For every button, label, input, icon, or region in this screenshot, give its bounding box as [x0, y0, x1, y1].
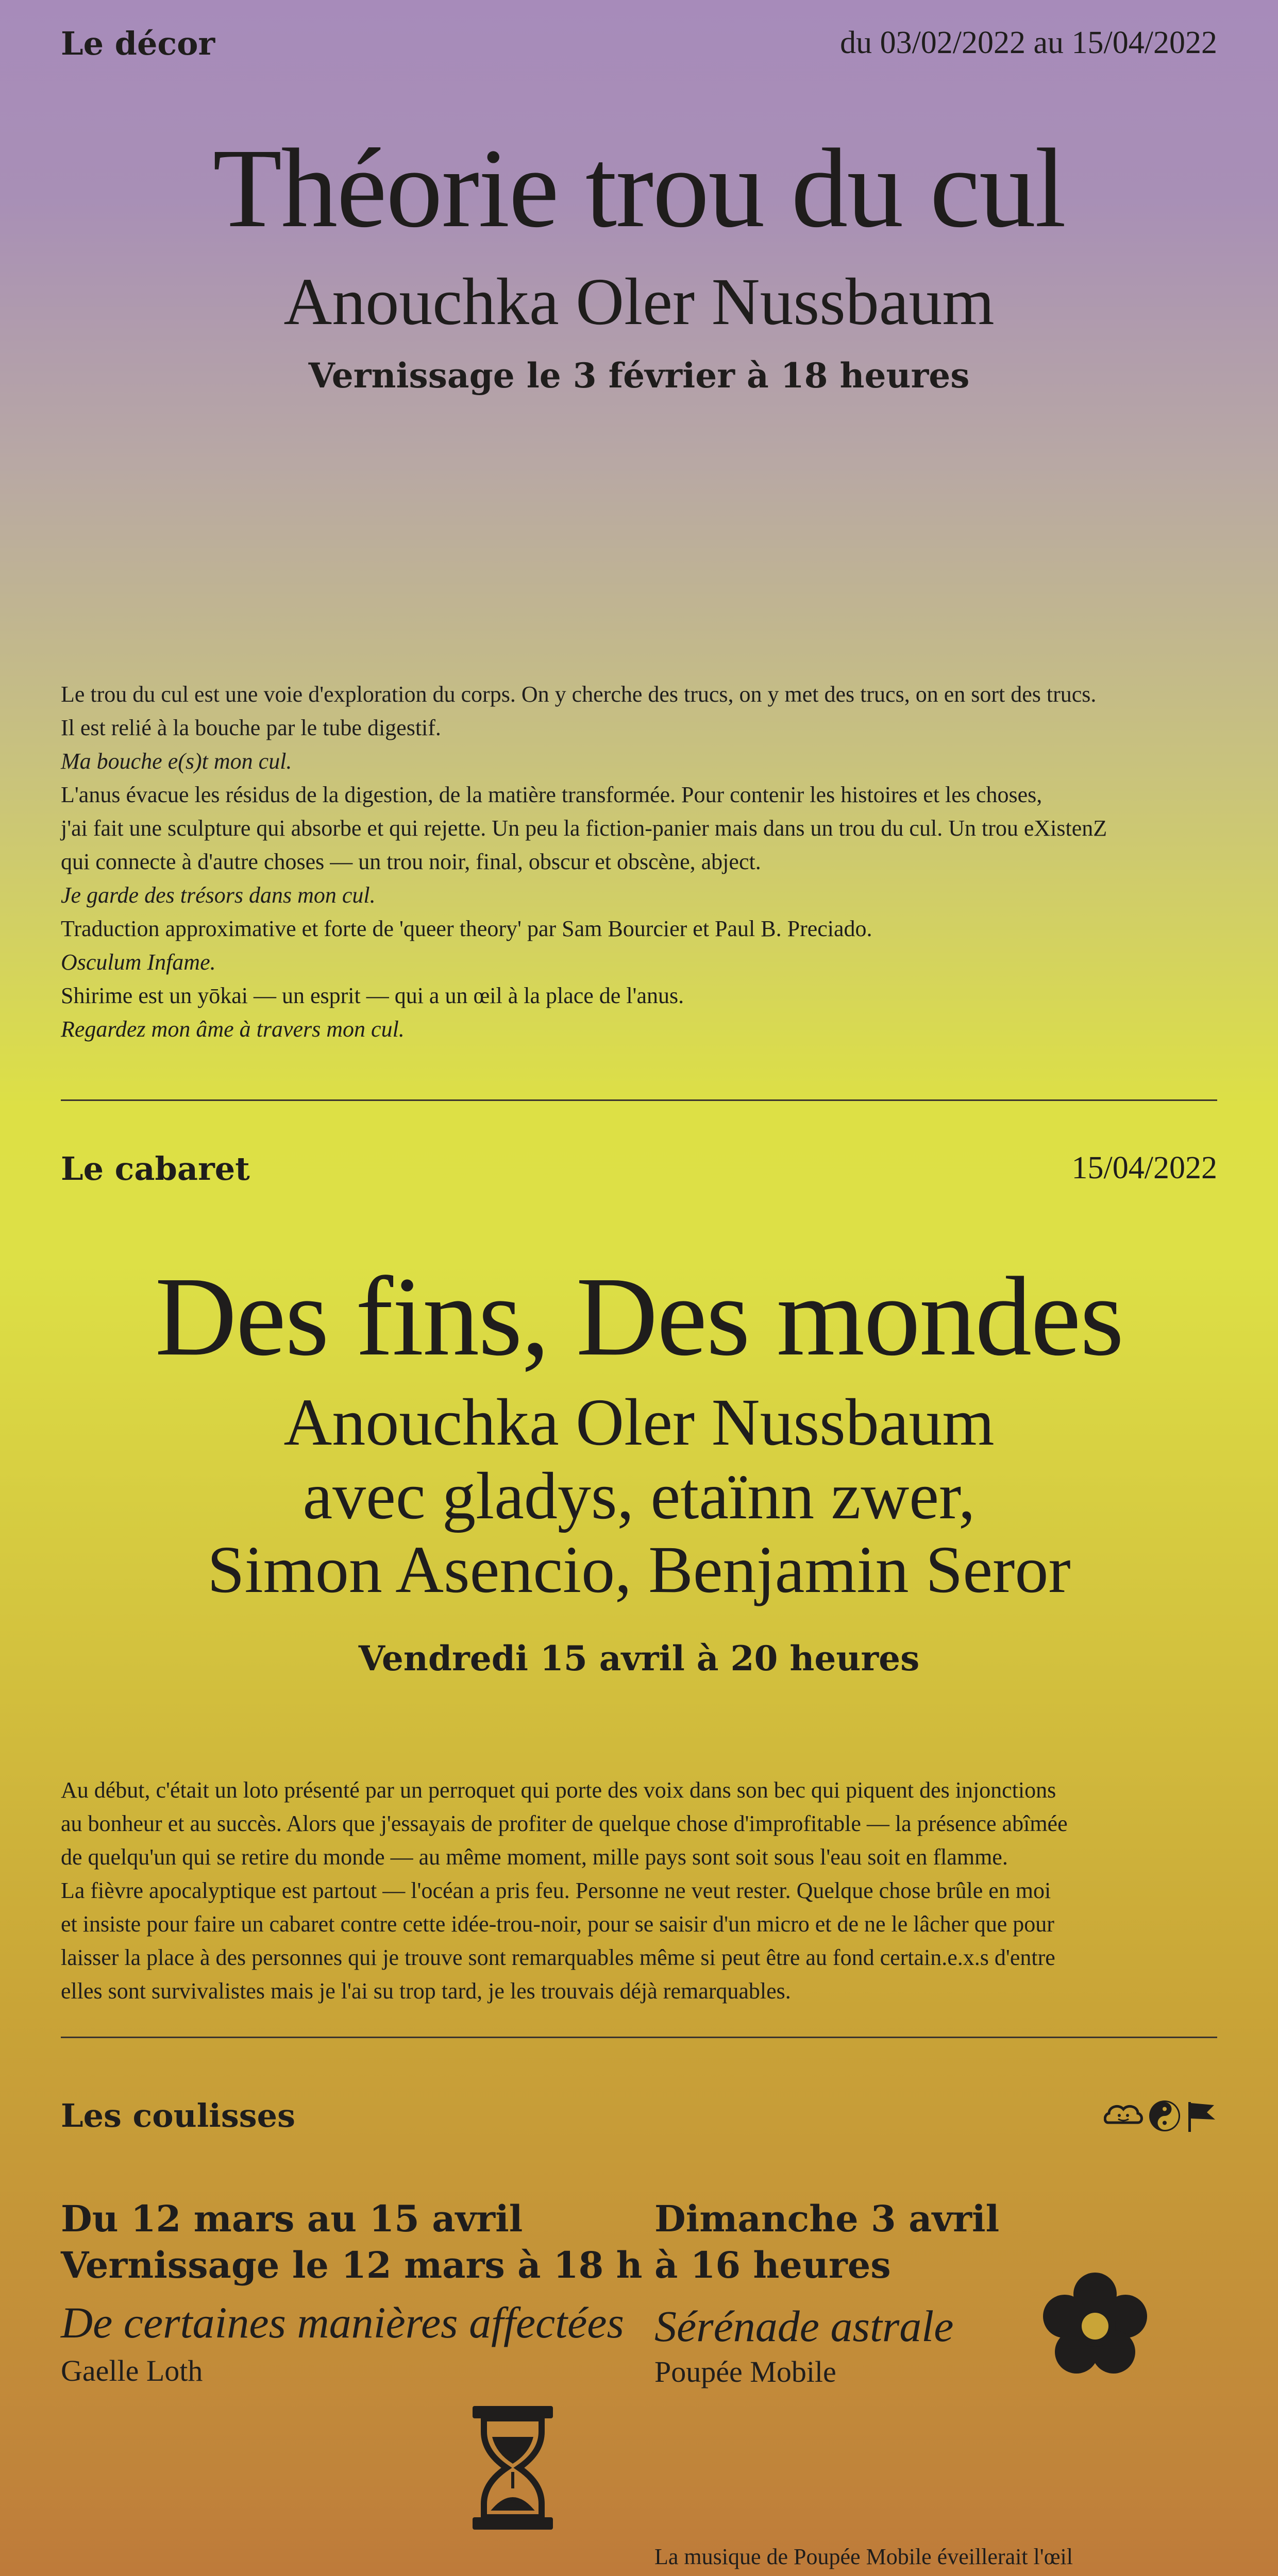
coulisses-right-author: Poupée Mobile [654, 2355, 836, 2388]
decor-title: Théorie trou du cul [212, 125, 1066, 251]
section-label-coulisses: Les coulisses [61, 2097, 295, 2134]
face-bubble-icon [1105, 2106, 1141, 2123]
heading-line: Dimanche 3 avril [654, 2197, 1000, 2240]
section-label-decor: Le décor [61, 25, 215, 62]
cabaret-date: 15/04/2022 [1071, 1150, 1217, 1185]
paragraph-line: Le trou du cul est une voie d'exploration du corps. On y cherche des trucs, on y met des trucs, on en sort des trucs. [61, 682, 1097, 707]
heading-line: Vernissage le 12 mars à 18 h [61, 2244, 643, 2286]
heading-line: Du 12 mars au 15 avril [61, 2197, 523, 2240]
paragraph-line: de quelqu'un qui se retire du monde — au même moment, mille pays sont soit sous l'eau soit en flamme. [61, 1844, 1008, 1870]
cabaret-title: Des fins, Des mondes [155, 1253, 1123, 1379]
hourglass-icon [472, 2406, 554, 2530]
paragraph-line: La fièvre apocalyptique est partout — l'océan a pris feu. Personne ne veut rester. Quelque chose brûle en moi [61, 1878, 1051, 1903]
body-line [61, 2573, 575, 2576]
decor-vernissage: Vernissage le 3 février à 18 heures [308, 355, 970, 396]
paragraph-line: Ma bouche e(s)t mon cul. [61, 749, 292, 774]
paragraph-line: elles sont survivalistes mais je l'ai su trop tard, je les trouvais déjà remarquables. [61, 1978, 791, 2004]
decor-dates: du 03/02/2022 au 15/04/2022 [840, 25, 1217, 60]
cabaret-event-time: Vendredi 15 avril à 20 heures [358, 1638, 920, 1679]
yin-yang-icon [1149, 2100, 1180, 2131]
flower-icon [1036, 2267, 1154, 2385]
paragraph-line: Regardez mon âme à travers mon cul. [61, 1016, 405, 1042]
paragraph-line: qui connecte à d'autre choses — un trou noir, final, obscur et obscène, abject. [61, 849, 761, 874]
paragraph-line: laisser la place à des personnes qui je trouve sont remarquables même si peut être au fond certain.e.x.s d'entre [61, 1945, 1055, 1970]
body-line: La musique de Poupée Mobile éveillerait l'œil [654, 2544, 1073, 2569]
coulisses-icons [1104, 2098, 1217, 2134]
coulisses-left-title: De certaines manières affectées [61, 2298, 624, 2347]
paragraph-line: Il est relié à la bouche par le tube digestif. [61, 715, 441, 740]
cabaret-paragraph [61, 1773, 1068, 2008]
decor-artist: Anouchka Oler Nussbaum [283, 265, 995, 339]
coulisses-left-author: Gaelle Loth [61, 2354, 203, 2387]
paragraph-line: Au début, c'était un loto présenté par un perroquet qui porte des voix dans son bec qui piquent des injonctions [61, 1777, 1056, 1803]
section-divider [61, 1099, 1217, 1101]
coulisses-right-body [654, 2540, 1152, 2576]
coulisses-right-heading [654, 2196, 999, 2289]
artist-line: avec gladys, etaïnn zwer, [302, 1459, 976, 1533]
flag-icon [1188, 2102, 1215, 2132]
heading-line: à 16 heures [654, 2244, 891, 2286]
paragraph-line: Je garde des trésors dans mon cul. [61, 883, 376, 908]
body-line [654, 2573, 1152, 2576]
paragraph-line: au bonheur et au succès. Alors que j'essayais de profiter de quelque chose d'improfitable — la présence abîmée [61, 1811, 1068, 1836]
paragraph-line: j'ai fait une sculpture qui absorbe et qui rejette. Un peu la fiction-panier mais dans un trou du cul. Un trou eXistenZ [61, 816, 1107, 841]
artist-line: Simon Asencio, Benjamin Seror [207, 1533, 1071, 1607]
section-label-cabaret: Le cabaret [61, 1150, 250, 1188]
artist-line: Anouchka Oler Nussbaum [283, 1385, 995, 1460]
paragraph-line: Osculum Infame. [61, 950, 216, 975]
paragraph-line: L'anus évacue les résidus de la digestion, de la matière transformée. Pour contenir les histoires et les choses, [61, 782, 1042, 807]
paragraph-line: et insiste pour faire un cabaret contre cette idée-trou-noir, pour se saisir d'un micro et de ne le lâcher que pour [61, 1911, 1054, 1937]
cabaret-artists [0, 1386, 1278, 1607]
coulisses-left-body [61, 2573, 575, 2576]
section-divider [61, 2037, 1217, 2038]
paragraph-line: Shirime est un yōkai — un esprit — qui a un œil à la place de l'anus. [61, 983, 684, 1008]
coulisses-left-heading [61, 2196, 643, 2289]
coulisses-right-title: Sérénade astrale [654, 2301, 954, 2351]
paragraph-line: Traduction approximative et forte de 'queer theory' par Sam Bourcier et Paul B. Preciado. [61, 916, 872, 941]
decor-paragraph [61, 677, 1107, 1046]
